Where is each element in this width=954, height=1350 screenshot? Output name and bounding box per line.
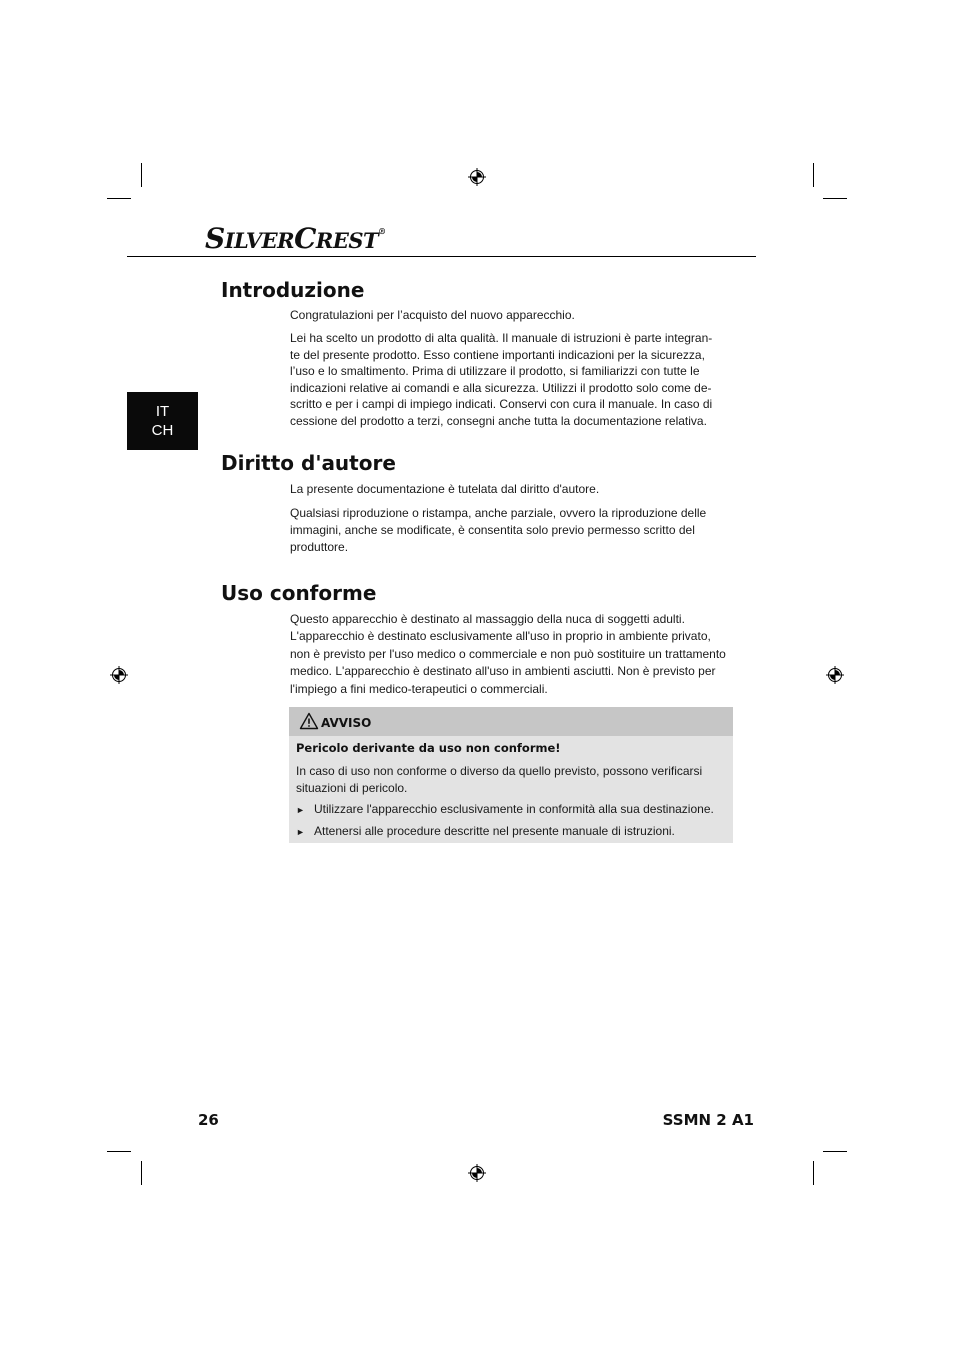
warning-triangle-icon: [299, 712, 319, 730]
crop-mark: [107, 1151, 131, 1152]
text-line: medico. L'apparecchio è destinato all'uso in ambienti asciutti. Non è previsto per: [290, 664, 716, 679]
text-line: situazioni di pericolo.: [296, 780, 408, 795]
brand-logo: SILVERCREST®: [205, 222, 386, 255]
text-line: immagini, anche se modificate, è consentita solo previo permesso scritto del: [290, 522, 695, 537]
language-code: IT: [155, 403, 170, 420]
bullet-arrow-icon: ►: [296, 827, 305, 837]
crop-mark: [823, 198, 847, 199]
warning-subtitle: Pericolo derivante da uso non conforme!: [296, 741, 561, 755]
text-line: L'apparecchio è destinato esclusivamente all'uso in proprio in ambiente privato,: [290, 629, 711, 644]
text-line: l'impiego a fini medico-terapeutici o commerciali.: [290, 681, 548, 696]
header-rule: [127, 256, 756, 257]
text-line: Lei ha scelto un prodotto di alta qualità. Il manuale di istruzioni è parte integran-: [290, 331, 713, 345]
warning-bullet: [296, 802, 714, 816]
copyright-paragraph-2: [290, 505, 740, 556]
registration-mark-icon: [468, 168, 486, 186]
section-heading-intended-use: Uso conforme: [221, 581, 377, 605]
bullet-arrow-icon: ►: [296, 805, 305, 815]
crop-mark: [107, 198, 131, 199]
intro-paragraph-2: [290, 330, 740, 430]
bullet-text: Attenersi alle procedure descritte nel presente manuale di istruzioni.: [314, 824, 675, 838]
text-line: cessione del prodotto a terzi, consegni anche tutta la documentazione relativa.: [290, 413, 707, 428]
warning-bullet: [296, 824, 675, 838]
warning-title: AVVISO: [321, 716, 372, 730]
crop-mark: [813, 163, 814, 187]
crop-mark: [823, 1151, 847, 1152]
crop-mark: [813, 1161, 814, 1185]
text-line: produttore.: [290, 540, 349, 555]
text-line: Qualsiasi riproduzione o ristampa, anche parziale, ovvero la riproduzione delle: [290, 506, 707, 520]
warning-header: [289, 707, 733, 736]
warning-box: [289, 707, 733, 843]
model-number: SSMN 2 A1: [662, 1111, 754, 1129]
bullet-text: Utilizzare l'apparecchio esclusivamente in conformità alla sua destinazione.: [314, 802, 714, 816]
crop-mark: [141, 1161, 142, 1185]
copyright-paragraph-1: La presente documentazione è tutelata dal diritto d'autore.: [290, 482, 600, 496]
text-line: In caso di uso non conforme o diverso da quello previsto, possono verificarsi: [296, 764, 703, 778]
registration-mark-icon: [468, 1164, 486, 1182]
section-heading-copyright: Diritto d'autore: [221, 451, 396, 475]
section-heading-intro: Introduzione: [221, 278, 365, 302]
warning-text: [296, 763, 726, 796]
language-tab: [127, 392, 198, 450]
text-line: l’uso e lo smaltimento. Prima di utilizzare il prodotto, si familiarizzi con tutte le: [290, 364, 700, 379]
text-line: non è previsto per l'uso medico o commerciale e non può sostituire un trattamento: [290, 646, 726, 661]
text-line: indicazioni relative ai comandi e alla sicurezza. Utilizzi il prodotto solo come de-: [290, 380, 712, 395]
crop-mark: [141, 163, 142, 187]
intended-use-paragraph: [290, 611, 740, 698]
registration-mark-icon: [110, 666, 128, 684]
text-line: scritto e per i campi di impiego indicati. Conservi con cura il manuale. In caso di: [290, 397, 713, 412]
text-line: te del presente prodotto. Esso contiene importanti indicazioni per la sicurezza,: [290, 347, 705, 362]
page-number: 26: [198, 1111, 219, 1129]
country-code: CH: [151, 422, 174, 439]
registration-mark-icon: [826, 666, 844, 684]
text-line: Questo apparecchio è destinato al massaggio della nuca di soggetti adulti.: [290, 612, 685, 626]
intro-paragraph-1: Congratulazioni per l’acquisto del nuovo apparecchio.: [290, 308, 575, 322]
